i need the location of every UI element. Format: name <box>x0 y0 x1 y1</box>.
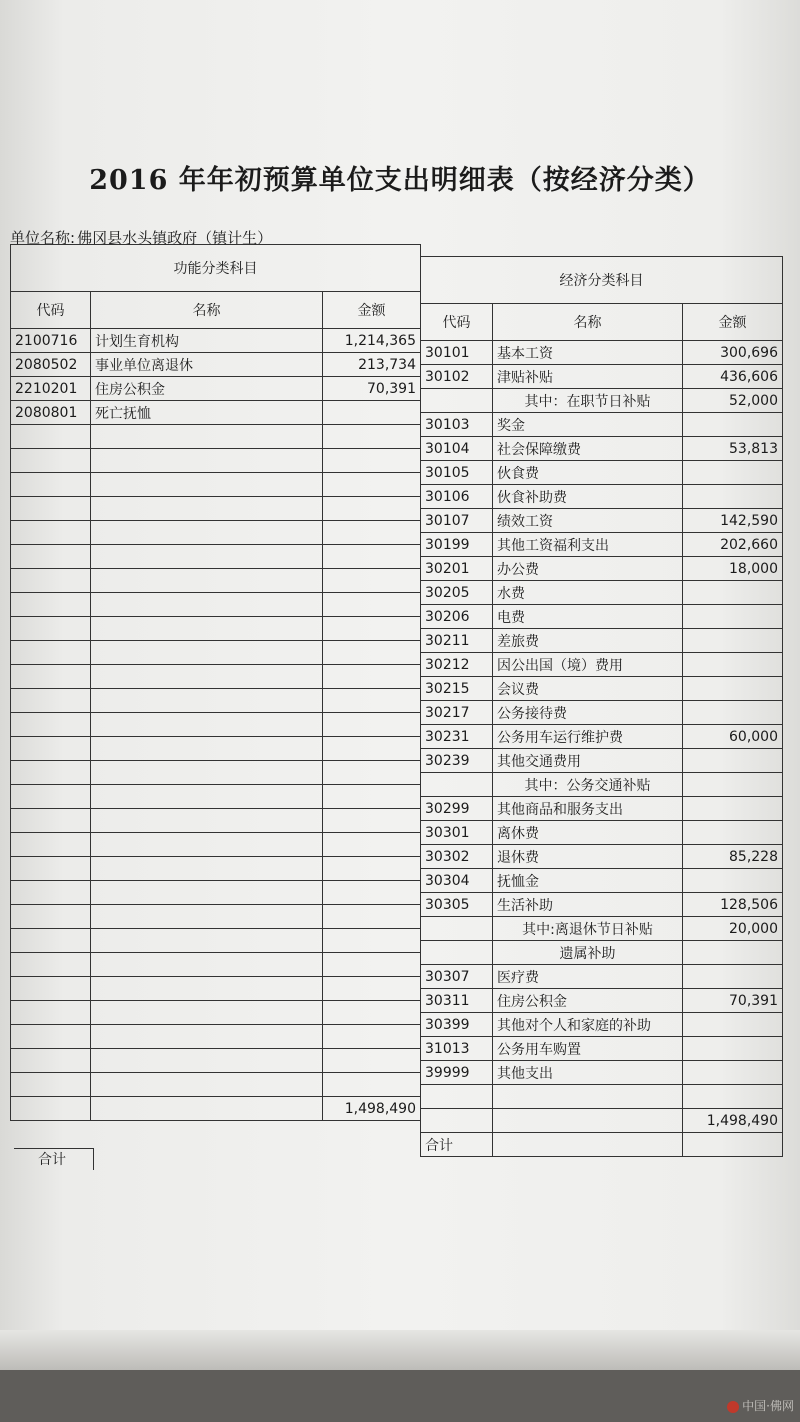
table-row <box>421 389 783 413</box>
table-row <box>421 845 783 869</box>
row-code: 2100716 <box>11 329 91 353</box>
row-name: 公务用车购置 <box>493 1037 683 1061</box>
total-code <box>11 1097 91 1121</box>
row-code <box>11 905 91 929</box>
row-amount <box>323 425 421 449</box>
table-row <box>421 1085 783 1109</box>
functional-classification-table <box>10 244 421 1121</box>
row-amount: 1,214,365 <box>323 329 421 353</box>
row-code: 30103 <box>421 413 493 437</box>
row-name: 其中：公务交通补贴 <box>493 773 683 797</box>
row-name: 离休费 <box>493 821 683 845</box>
row-name: 基本工资 <box>493 341 683 365</box>
row-name: 退休费 <box>493 845 683 869</box>
row-amount: 70,391 <box>323 377 421 401</box>
row-name <box>91 761 323 785</box>
table-row <box>421 581 783 605</box>
row-name: 差旅费 <box>493 629 683 653</box>
row-amount <box>323 593 421 617</box>
row-code <box>11 833 91 857</box>
table-row <box>421 509 783 533</box>
table-row-empty <box>11 809 421 833</box>
row-code <box>11 449 91 473</box>
row-name: 水费 <box>493 581 683 605</box>
row-code <box>421 1109 493 1133</box>
row-code: 30212 <box>421 653 493 677</box>
table-row <box>421 749 783 773</box>
row-name: 绩效工资 <box>493 509 683 533</box>
row-name <box>91 641 323 665</box>
row-name <box>91 785 323 809</box>
row-code <box>11 809 91 833</box>
row-amount <box>683 485 783 509</box>
row-code <box>11 953 91 977</box>
row-amount: 20,000 <box>683 917 783 941</box>
row-code: 30107 <box>421 509 493 533</box>
row-name: 电费 <box>493 605 683 629</box>
row-name: 住房公积金 <box>493 989 683 1013</box>
row-amount <box>323 641 421 665</box>
total-amount <box>683 1133 783 1157</box>
table-row <box>421 941 783 965</box>
row-amount <box>323 521 421 545</box>
row-code <box>11 665 91 689</box>
row-amount <box>683 581 783 605</box>
table-row-empty <box>11 473 421 497</box>
table-row <box>421 629 783 653</box>
row-code: 30302 <box>421 845 493 869</box>
row-name <box>493 1085 683 1109</box>
unit-name: 佛冈县水头镇政府（镇计生） <box>77 229 273 247</box>
row-name <box>91 473 323 497</box>
row-name: 其他支出 <box>493 1061 683 1085</box>
row-name: 伙食费 <box>493 461 683 485</box>
row-name <box>91 977 323 1001</box>
row-name: 公务接待费 <box>493 701 683 725</box>
row-name: 其中:离退休节日补贴 <box>493 917 683 941</box>
table-row-empty <box>11 1001 421 1025</box>
table-row <box>421 485 783 509</box>
table-row <box>421 413 783 437</box>
row-name <box>91 881 323 905</box>
row-name: 计划生育机构 <box>91 329 323 353</box>
row-amount <box>323 809 421 833</box>
row-code <box>421 917 493 941</box>
row-name: 因公出国（境）费用 <box>493 653 683 677</box>
row-amount <box>683 677 783 701</box>
table-row-empty <box>11 713 421 737</box>
row-amount <box>323 785 421 809</box>
row-amount <box>323 905 421 929</box>
row-name <box>91 521 323 545</box>
table-row <box>421 869 783 893</box>
row-code: 30206 <box>421 605 493 629</box>
row-name <box>91 953 323 977</box>
row-code: 30104 <box>421 437 493 461</box>
row-name <box>91 593 323 617</box>
row-amount <box>683 1085 783 1109</box>
row-name <box>91 929 323 953</box>
table-row <box>421 533 783 557</box>
row-amount <box>683 797 783 821</box>
table-row <box>421 341 783 365</box>
row-code: 30307 <box>421 965 493 989</box>
row-name: 医疗费 <box>493 965 683 989</box>
row-code <box>11 521 91 545</box>
row-name: 办公费 <box>493 557 683 581</box>
row-amount <box>323 1025 421 1049</box>
paper-bottom-edge <box>0 1330 800 1370</box>
row-amount <box>683 629 783 653</box>
left-table-body <box>11 329 421 1121</box>
row-code: 30201 <box>421 557 493 581</box>
table-row-empty <box>11 1049 421 1073</box>
table-row <box>421 437 783 461</box>
row-code <box>11 641 91 665</box>
row-code <box>11 1001 91 1025</box>
right-col-code: 代码 <box>421 304 493 341</box>
row-amount <box>323 545 421 569</box>
row-amount: 70,391 <box>683 989 783 1013</box>
row-amount <box>323 401 421 425</box>
row-code: 30311 <box>421 989 493 1013</box>
row-amount <box>323 449 421 473</box>
row-amount: 300,696 <box>683 341 783 365</box>
table-row-empty <box>11 881 421 905</box>
table-row-empty <box>11 977 421 1001</box>
row-amount: 1,498,490 <box>683 1109 783 1133</box>
left-section-header: 功能分类科目 <box>11 245 421 292</box>
table-row-empty <box>11 833 421 857</box>
row-amount <box>683 749 783 773</box>
row-name <box>91 905 323 929</box>
table-row <box>421 725 783 749</box>
table-row <box>421 1061 783 1085</box>
row-amount <box>323 497 421 521</box>
row-name: 奖金 <box>493 413 683 437</box>
table-row <box>421 677 783 701</box>
row-amount <box>683 1037 783 1061</box>
row-name: 其他工资福利支出 <box>493 533 683 557</box>
row-amount <box>683 1061 783 1085</box>
row-amount <box>323 1049 421 1073</box>
row-name: 事业单位离退休 <box>91 353 323 377</box>
table-row-total <box>11 1097 421 1121</box>
row-amount: 142,590 <box>683 509 783 533</box>
row-name <box>91 1049 323 1073</box>
table-row <box>421 821 783 845</box>
total-amount: 1,498,490 <box>323 1097 421 1121</box>
row-name: 会议费 <box>493 677 683 701</box>
row-name <box>91 737 323 761</box>
row-code: 30305 <box>421 893 493 917</box>
table-row <box>421 557 783 581</box>
economic-classification-table <box>420 256 783 1157</box>
row-code <box>11 617 91 641</box>
row-code <box>11 689 91 713</box>
row-name <box>91 665 323 689</box>
table-row-empty <box>11 425 421 449</box>
row-amount: 213,734 <box>323 353 421 377</box>
row-name <box>91 809 323 833</box>
right-table-body <box>421 341 783 1157</box>
table-row <box>421 653 783 677</box>
row-amount <box>323 1073 421 1097</box>
row-amount <box>683 965 783 989</box>
left-col-amount: 金额 <box>323 292 421 329</box>
grand-total-label: 合计 <box>14 1148 94 1170</box>
table-row <box>11 401 421 425</box>
row-name: 死亡抚恤 <box>91 401 323 425</box>
table-row <box>421 893 783 917</box>
row-code <box>11 761 91 785</box>
table-row <box>421 1037 783 1061</box>
row-code: 30299 <box>421 797 493 821</box>
row-name <box>91 833 323 857</box>
table-row-empty <box>11 593 421 617</box>
row-code: 2210201 <box>11 377 91 401</box>
row-code <box>421 941 493 965</box>
row-amount <box>323 665 421 689</box>
row-code <box>11 1049 91 1073</box>
row-code: 30199 <box>421 533 493 557</box>
row-code <box>11 857 91 881</box>
table-row <box>11 329 421 353</box>
row-name: 其中：在职节日补贴 <box>493 389 683 413</box>
table-row-empty <box>11 497 421 521</box>
row-amount <box>683 461 783 485</box>
row-name <box>91 713 323 737</box>
table-row-empty <box>11 449 421 473</box>
row-code <box>11 425 91 449</box>
table-row <box>421 797 783 821</box>
row-code <box>11 929 91 953</box>
row-code: 30101 <box>421 341 493 365</box>
row-amount <box>683 869 783 893</box>
table-row <box>421 1109 783 1133</box>
row-amount <box>683 701 783 725</box>
table-row-total <box>421 1133 783 1157</box>
row-name: 其他对个人和家庭的补助 <box>493 1013 683 1037</box>
table-row-empty <box>11 689 421 713</box>
row-name <box>91 1025 323 1049</box>
document-title: 2016 年年初预算单位支出明细表（按经济分类） <box>89 165 711 196</box>
row-amount <box>323 617 421 641</box>
row-amount: 52,000 <box>683 389 783 413</box>
table-row-empty <box>11 929 421 953</box>
row-code: 30301 <box>421 821 493 845</box>
table-row-empty <box>11 785 421 809</box>
row-name <box>91 689 323 713</box>
row-code: 30205 <box>421 581 493 605</box>
row-code: 31013 <box>421 1037 493 1061</box>
row-amount: 128,506 <box>683 893 783 917</box>
row-amount: 85,228 <box>683 845 783 869</box>
watermark-text: 中国·佛网 <box>742 1399 794 1413</box>
row-code <box>11 593 91 617</box>
row-code: 30106 <box>421 485 493 509</box>
row-code <box>11 497 91 521</box>
row-amount <box>323 977 421 1001</box>
watermark <box>727 1397 794 1414</box>
unit-label: 单位名称: <box>10 229 76 247</box>
row-amount <box>323 857 421 881</box>
table-row-empty <box>11 1073 421 1097</box>
row-name: 其他商品和服务支出 <box>493 797 683 821</box>
table-row-empty <box>11 641 421 665</box>
table-row <box>421 1013 783 1037</box>
table-row-empty <box>11 953 421 977</box>
row-code: 30231 <box>421 725 493 749</box>
table-row <box>421 917 783 941</box>
row-name: 住房公积金 <box>91 377 323 401</box>
total-label: 合计 <box>421 1133 493 1157</box>
row-amount <box>323 761 421 785</box>
row-amount <box>323 881 421 905</box>
row-name <box>493 1109 683 1133</box>
table-row <box>421 605 783 629</box>
row-amount <box>323 569 421 593</box>
row-name: 生活补助 <box>493 893 683 917</box>
row-name: 公务用车运行维护费 <box>493 725 683 749</box>
row-amount <box>323 689 421 713</box>
row-code: 2080801 <box>11 401 91 425</box>
table-row <box>421 461 783 485</box>
row-code <box>11 569 91 593</box>
row-amount <box>323 833 421 857</box>
table-row <box>421 965 783 989</box>
row-code <box>11 737 91 761</box>
row-name <box>91 545 323 569</box>
row-amount: 60,000 <box>683 725 783 749</box>
table-row <box>421 701 783 725</box>
row-code: 2080502 <box>11 353 91 377</box>
row-name: 其他交通费用 <box>493 749 683 773</box>
row-name <box>91 857 323 881</box>
row-name <box>91 449 323 473</box>
left-col-code: 代码 <box>11 292 91 329</box>
row-amount <box>683 653 783 677</box>
row-code <box>11 1073 91 1097</box>
row-amount <box>683 1013 783 1037</box>
table-row-empty <box>11 545 421 569</box>
row-amount <box>683 413 783 437</box>
table-row <box>11 377 421 401</box>
row-amount <box>323 953 421 977</box>
row-name <box>91 569 323 593</box>
row-code <box>421 1085 493 1109</box>
row-code <box>11 545 91 569</box>
row-code <box>11 713 91 737</box>
row-amount <box>323 929 421 953</box>
table-row-empty <box>11 1025 421 1049</box>
row-name: 遗属补助 <box>493 941 683 965</box>
row-amount <box>323 1001 421 1025</box>
row-code: 30399 <box>421 1013 493 1037</box>
table-row <box>11 353 421 377</box>
row-amount <box>323 713 421 737</box>
row-name <box>91 497 323 521</box>
table-row <box>421 773 783 797</box>
table-row-empty <box>11 617 421 641</box>
right-col-amount: 金额 <box>683 304 783 341</box>
row-amount <box>683 941 783 965</box>
row-amount <box>683 605 783 629</box>
row-code <box>11 785 91 809</box>
row-code: 30304 <box>421 869 493 893</box>
row-code: 30102 <box>421 365 493 389</box>
row-code: 39999 <box>421 1061 493 1085</box>
row-name <box>91 617 323 641</box>
table-row-empty <box>11 665 421 689</box>
row-name: 伙食补助费 <box>493 485 683 509</box>
row-name: 社会保障缴费 <box>493 437 683 461</box>
row-code <box>11 1025 91 1049</box>
table-row <box>421 365 783 389</box>
row-code <box>11 473 91 497</box>
row-amount <box>683 821 783 845</box>
row-amount: 53,813 <box>683 437 783 461</box>
row-amount <box>323 737 421 761</box>
total-name <box>493 1133 683 1157</box>
row-name <box>91 1001 323 1025</box>
row-amount: 18,000 <box>683 557 783 581</box>
table-row-empty <box>11 857 421 881</box>
row-name: 抚恤金 <box>493 869 683 893</box>
row-amount: 202,660 <box>683 533 783 557</box>
row-code <box>11 977 91 1001</box>
row-code: 30211 <box>421 629 493 653</box>
table-row <box>421 989 783 1013</box>
right-col-name: 名称 <box>493 304 683 341</box>
row-code: 30239 <box>421 749 493 773</box>
row-amount <box>683 773 783 797</box>
total-name <box>91 1097 323 1121</box>
row-code <box>11 881 91 905</box>
table-row-empty <box>11 569 421 593</box>
table-row-empty <box>11 521 421 545</box>
table-row-empty <box>11 761 421 785</box>
row-amount <box>323 473 421 497</box>
row-code: 30215 <box>421 677 493 701</box>
row-name: 津贴补贴 <box>493 365 683 389</box>
table-row-empty <box>11 905 421 929</box>
row-code <box>421 389 493 413</box>
logo-icon <box>727 1401 739 1413</box>
row-code <box>421 773 493 797</box>
table-row-empty <box>11 737 421 761</box>
row-code: 30105 <box>421 461 493 485</box>
left-col-name: 名称 <box>91 292 323 329</box>
row-name <box>91 1073 323 1097</box>
row-code: 30217 <box>421 701 493 725</box>
row-name <box>91 425 323 449</box>
right-section-header: 经济分类科目 <box>421 257 783 304</box>
row-amount: 436,606 <box>683 365 783 389</box>
